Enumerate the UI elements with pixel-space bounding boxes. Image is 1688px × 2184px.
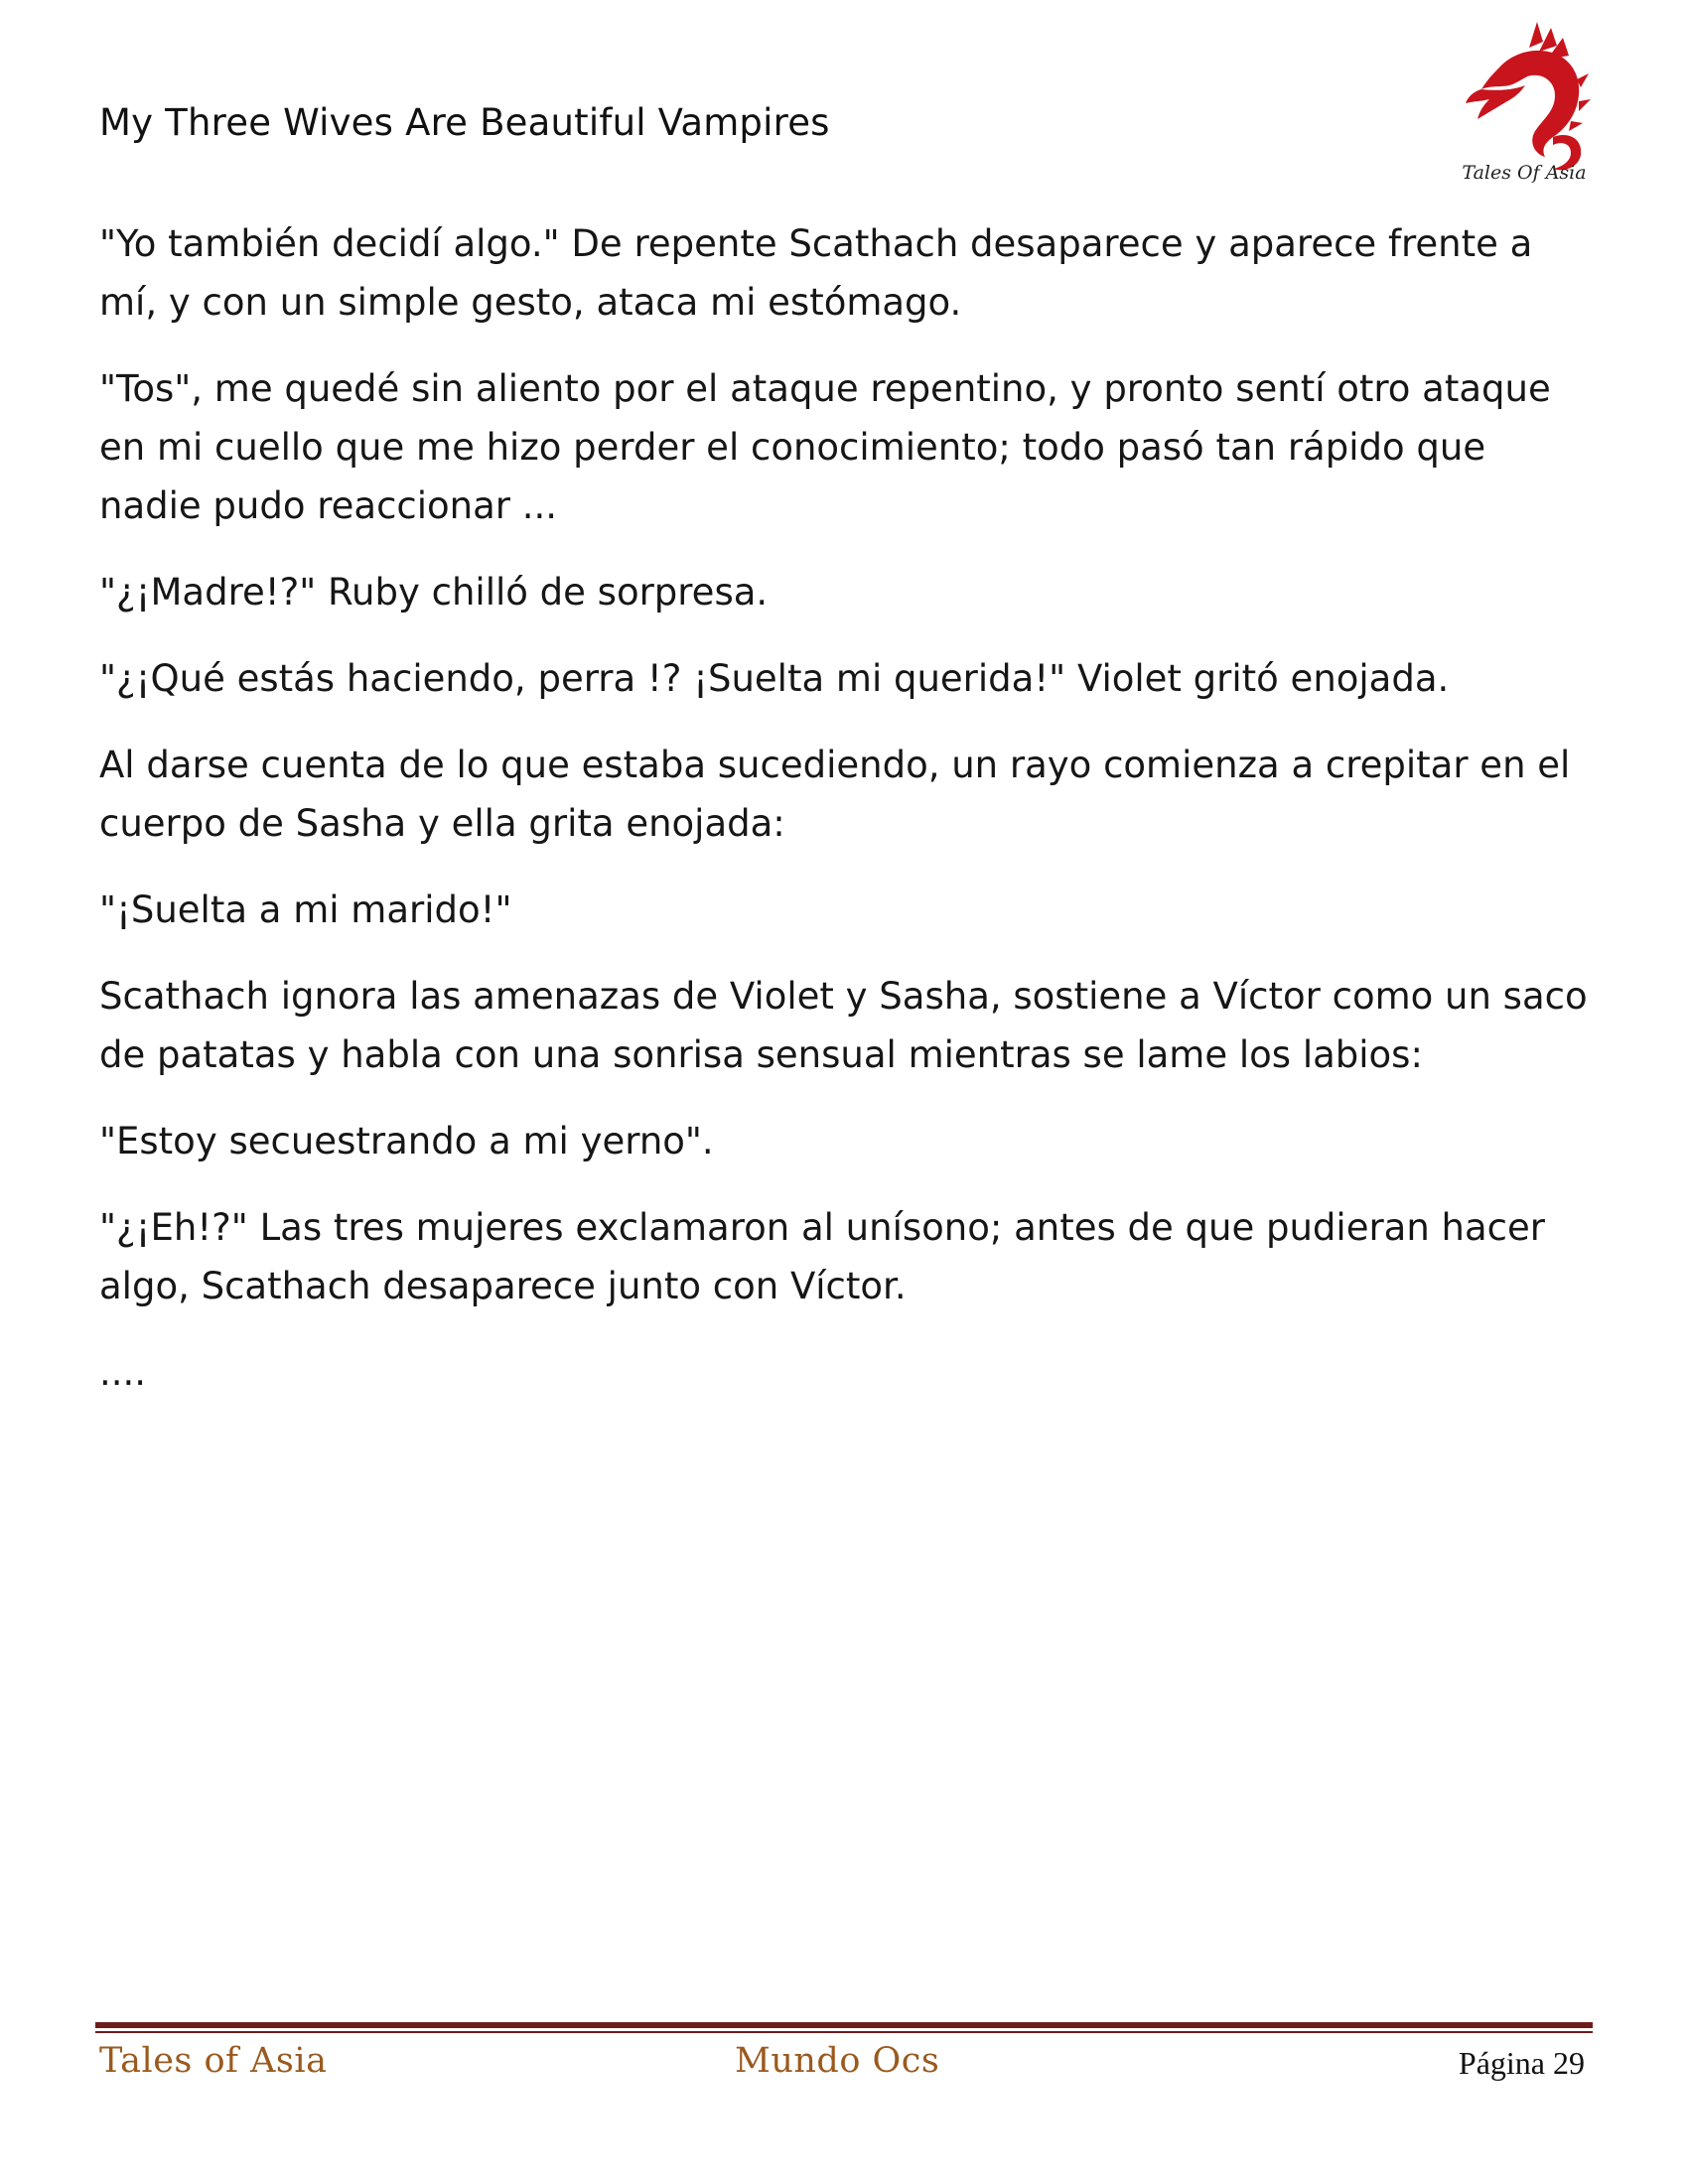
footer-rule [95, 2022, 1593, 2028]
footer-rule-thin [95, 2031, 1593, 2033]
footer-site: Mundo Ocs [735, 2041, 940, 2081]
page-header [99, 99, 1589, 189]
paragraph: "¿¡Eh!?" Las tres mujeres exclamaron al unísono; antes de que pudieran hacer algo, Scathach desaparece junto con Víctor. [99, 1206, 1545, 1307]
chapter-text [99, 214, 1589, 1430]
paragraph: "Tos", me quedé sin aliento por el ataque repentino, y pronto sentí otro ataque en mi cuello que me hizo perder el conocimiento; todo pasó tan rápido que nadie pudo reaccionar ... [99, 367, 1551, 527]
paragraph: "¡Suelta a mi marido!" [99, 888, 512, 931]
paragraph: Al darse cuenta de lo que estaba sucediendo, un rayo comienza a crepitar en el cuerpo de Sasha y ella grita enojada: [99, 744, 1571, 845]
paragraph: "¿¡Madre!?" Ruby chilló de sorpresa. [99, 571, 769, 614]
paragraph: "¿¡Qué estás haciendo, perra !? ¡Suelta mi querida!" Violet gritó enojada. [99, 657, 1450, 700]
tales-of-asia-logo [1460, 20, 1589, 184]
paragraph: "Yo también decidí algo." De repente Scathach desaparece y aparece frente a mí, y con un simple gesto, ataca mi estómago. [99, 222, 1533, 324]
paragraph: .... [99, 1351, 147, 1394]
footer-publisher: Tales of Asia [99, 2041, 328, 2081]
book-title: My Three Wives Are Beautiful Vampires [99, 101, 830, 144]
dragon-icon [1460, 20, 1589, 184]
paragraph: Scathach ignora las amenazas de Violet y Sasha, sostiene a Víctor como un saco de patatas y habla con una sonrisa sensual mientras se lame los labios: [99, 975, 1588, 1076]
paragraph: "Estoy secuestrando a mi yerno". [99, 1120, 714, 1162]
logo-text: Tales Of Asia [1462, 162, 1587, 184]
page-number: Página 29 [1458, 2045, 1585, 2081]
